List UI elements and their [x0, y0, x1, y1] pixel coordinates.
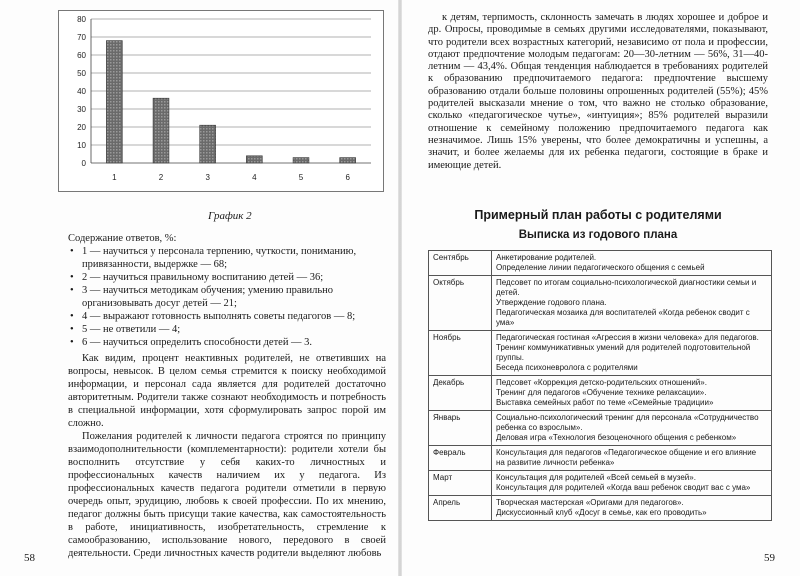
plan-month: Март [429, 471, 492, 496]
plan-activity: Творческая мастерская «Оригами для педагогов». [496, 498, 684, 507]
y-tick-label: 20 [77, 123, 86, 132]
plan-activity: Тренинг коммуникативных умений для родителей подготовительной группы. [496, 343, 751, 362]
y-tick-label: 70 [77, 33, 86, 42]
left-page [0, 0, 398, 576]
answer-item: • 3 — научиться методикам обучения; умению правильно организовывать досуг детей — 21; [68, 284, 386, 310]
plan-activity: Дискуссионный клуб «Досуг в семье, как его проводить» [496, 508, 707, 517]
plan-activities [492, 496, 772, 521]
plan-row [429, 376, 772, 411]
plan-activities [492, 411, 772, 446]
plan-table [428, 250, 772, 521]
right-paragraph: к детям, терпимость, склонность замечать в людях хорошее и доброе и др. Опросы, проводимые в семьях другими исследователями, показывают, что родители всех возрастных категорий, независимо от пола и профессии, отдают предпочтение молодым педагогам: 20—30-летним — 56%, 31—40-летним — 43,4%. Общая тенденция наблюдается в требованиях родителей к образованию предпочитаемого педагога: предпочтение высшему образованию отдали больше половины опрошенных родителей (55%); 45% родителей высказали мнение о том, что важно не столько образование, сколько «педагогическое чутье», «интуиция»; 85% родителей выразили отношение к семейному положению предпочитаемого педагога как незначимое. Лишь 15% уверены, что более демократичны и успешны, а значит, и более желаемы для их ребенка педагоги, состоящие в браке и имеющие детей. [428, 12, 768, 171]
y-tick-label: 30 [77, 105, 86, 114]
y-tick-label: 0 [81, 159, 86, 168]
y-tick-label: 10 [77, 141, 86, 150]
plan-activity: Утверждение годового плана. [496, 298, 607, 307]
plan-heading: Примерный план работы с родителями [474, 208, 722, 222]
plan-row [429, 496, 772, 521]
bar [200, 125, 216, 163]
x-tick-label: 6 [345, 173, 350, 182]
plan-activity: Определение линии педагогического общения с семьей [496, 263, 705, 272]
plan-row [429, 411, 772, 446]
plan-activity: Консультация для педагогов «Педагогическое общение и его влияние на развитие личности ребенка» [496, 448, 757, 467]
bar [340, 158, 356, 163]
left-body-text [68, 352, 386, 560]
plan-month: Октябрь [429, 276, 492, 331]
plan-activities [492, 331, 772, 376]
plan-activity: Социально-психологический тренинг для персонала «Сотрудничество ребенка со взрослым». [496, 413, 759, 432]
answer-item: • 6 — научиться определить способности детей — 3. [68, 336, 386, 349]
plan-activity: Беседа психоневролога с родителями [496, 363, 638, 372]
answer-item: • 2 — научиться правильному воспитанию детей — 36; [68, 271, 386, 284]
right-page [402, 0, 800, 576]
y-tick-label: 40 [77, 87, 86, 96]
plan-activity: Педсовет «Коррекция детско-родительских отношений». [496, 378, 707, 387]
x-tick-label: 1 [112, 173, 117, 182]
plan-activities [492, 376, 772, 411]
plan-activity: Педагогическая гостиная «Агрессия в жизни человека» для педагогов. [496, 333, 759, 342]
bar-chart-svg [59, 11, 383, 191]
y-tick-label: 80 [77, 15, 86, 24]
x-tick-label: 3 [205, 173, 210, 182]
plan-row [429, 276, 772, 331]
plan-row [429, 251, 772, 276]
y-tick-label: 60 [77, 51, 86, 60]
plan-row [429, 446, 772, 471]
plan-month: Январь [429, 411, 492, 446]
plan-activity: Педсовет по итогам социально-психологической диагностики семьи и детей. [496, 278, 757, 297]
plan-activities [492, 471, 772, 496]
plan-row [429, 471, 772, 496]
left-paragraph-2: Пожелания родителей к личности педагога строятся по принципу взаимодополнительности (комплементарности): родители хотели бы восполнить отсутствие у себя каких-то личностных и профессиональных качеств наличием их у педагога. Из профессиональных качеств педагога родители отметили в первую очередь опыт, эрудицию, любовь к своей профессии. По их мнению, педагог должны быть присущи такие качества, как самостоятельность в работе, инициативность, изобретательность, стремление к самообразованию, использование нового, передового в своей деятельности. Среди личностных качеств родители выделяют любовь [68, 431, 386, 559]
answer-item: • 1 — научиться у персонала терпению, чуткости, пониманию, привязанности, выдержке — 68; [68, 245, 386, 271]
plan-activities [492, 446, 772, 471]
x-tick-label: 2 [158, 173, 164, 182]
x-tick-label: 4 [252, 173, 257, 182]
answers-heading: Содержание ответов, %: [68, 233, 177, 244]
right-body-text [428, 12, 768, 172]
plan-activity: Консультация для родителей «Когда ваш ребенок сводит вас с ума» [496, 483, 751, 492]
answer-item: • 4 — выражают готовность выполнять советы педагогов — 8; [68, 310, 386, 323]
plan-month: Ноябрь [429, 331, 492, 376]
bar [153, 98, 169, 163]
plan-activity: Деловая игра «Технология безоценочного общения с ребенком» [496, 433, 737, 442]
plan-activity: Педагогическая мозаика для воспитателей «Когда ребенок сводит с ума» [496, 308, 750, 327]
x-tick-label: 5 [298, 173, 304, 182]
page-number-right: 59 [764, 552, 775, 564]
plan-month: Апрель [429, 496, 492, 521]
plan-activity: Выставка семейных работ по теме «Семейные традиции» [496, 398, 714, 407]
y-tick-label: 50 [77, 69, 86, 78]
answer-item: • 5 — не ответили — 4; [68, 323, 386, 336]
bar-chart [58, 10, 384, 192]
left-paragraph-1: Как видим, процент неактивных родителей, не ответивших на вопросы, невысок. В целом семья стремится к поиску необходимой информации, и персонал сада является для родителей достаточно авторитетным. Родители также сознают необходимость и потребность в специальной информации, хотя сформулировать запрос порой им сложно. [68, 353, 386, 429]
plan-activities [492, 251, 772, 276]
plan-activity: Анкетирование родителей. [496, 253, 597, 262]
plan-table-body [429, 251, 772, 521]
plan-activities [492, 276, 772, 331]
plan-row [429, 331, 772, 376]
bar [106, 41, 122, 163]
answers-block [68, 232, 386, 349]
bar [246, 156, 262, 163]
answers-list [68, 245, 386, 349]
chart-caption: График 2 [208, 210, 252, 222]
plan-month: Сентябрь [429, 251, 492, 276]
plan-activity: Консультация для родителей «Всей семьей в музей». [496, 473, 696, 482]
page-number-left: 58 [24, 552, 35, 564]
bar [293, 158, 309, 163]
plan-month: Декабрь [429, 376, 492, 411]
plan-activity: Тренинг для педагогов «Обучение технике релаксации». [496, 388, 707, 397]
plan-month: Февраль [429, 446, 492, 471]
plan-subheading: Выписка из годового плана [518, 229, 678, 241]
